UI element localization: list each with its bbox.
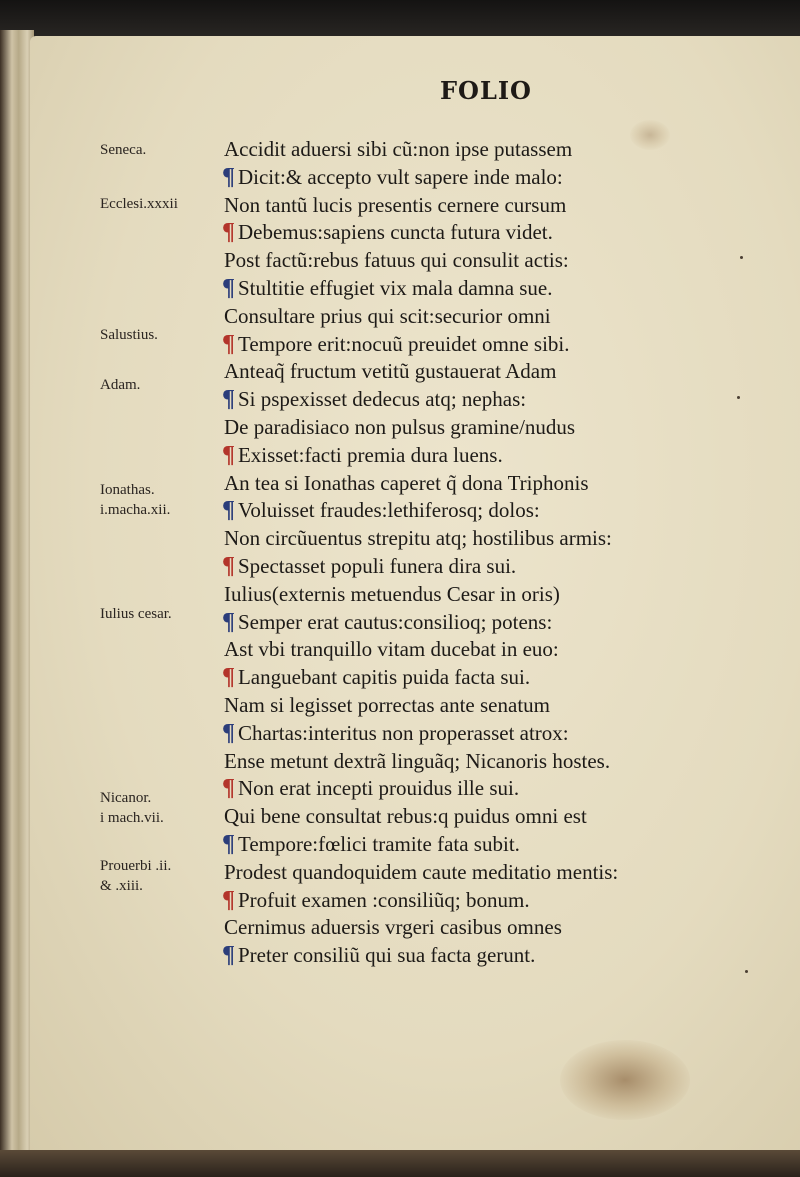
verse-text: Non tantũ lucis presentis cernere cursum <box>224 192 567 217</box>
pilcrow-icon: ¶ <box>222 497 235 524</box>
folio-header: FOLIO <box>440 76 532 105</box>
bottom-edge <box>0 1150 800 1177</box>
verse-line <box>222 274 553 302</box>
verse-text: Tempore erit:nocuũ preuidet omne sibi. <box>237 331 570 356</box>
margin-note-salustius: Salustius. <box>100 327 158 343</box>
verse-text: Chartas:interitus non properasset atrox: <box>237 720 569 745</box>
verse-line <box>224 802 587 830</box>
margin-note-adam: Adam. <box>100 377 141 393</box>
verse-line <box>222 663 530 691</box>
pilcrow-icon: ¶ <box>222 219 235 246</box>
margin-note-ecclesi: Ecclesi.xxxii <box>100 196 178 212</box>
margin-note-iulius: Iulius cesar. <box>100 606 172 622</box>
pilcrow-icon: ¶ <box>222 775 235 802</box>
verse-line <box>222 886 530 914</box>
verse-line <box>224 413 575 441</box>
verse-line <box>222 830 520 858</box>
verse-line <box>222 163 563 191</box>
pilcrow-icon: ¶ <box>222 553 235 579</box>
ink-speck <box>740 256 743 259</box>
book-spine <box>0 30 34 1177</box>
verse-line <box>222 385 526 413</box>
margin-note-ionathas: Ionathas. i.macha.xii. <box>100 482 171 518</box>
verse-text: Non circũuentus strepitu atq; hostilibus armis: <box>224 526 612 551</box>
pilcrow-icon: ¶ <box>222 608 235 635</box>
verse-text: Ense metunt dextrã linguãq; Nicanoris hostes. <box>224 748 611 773</box>
verse-text: Accidit aduersi sibi cũ:non ipse putassem <box>224 137 573 161</box>
verse-line <box>224 691 550 719</box>
verse-text: Preter consiliũ qui sua facta gerunt. <box>237 943 536 968</box>
verse-text: Si pspexisset dedecus atq; nephas: <box>237 387 527 412</box>
verse-line <box>222 496 540 524</box>
verse-text: Profuit examen :consiliũq; bonum. <box>237 887 530 912</box>
margin-note-nicanor: Nicanor. i mach.vii. <box>100 790 164 826</box>
verse-text: Stultitie effugiet vix mala damna sue. <box>237 276 553 300</box>
verse-text: Semper erat cautus:consilioq; potens: <box>237 609 553 634</box>
verse-text: De paradisiaco non pulsus gramine/nudus <box>224 415 576 439</box>
verse-line <box>224 747 610 775</box>
paper-stain <box>630 120 670 150</box>
verse-text: Debemus:sapiens cuncta futura videt. <box>237 220 553 245</box>
pilcrow-icon: ¶ <box>222 163 235 190</box>
verse-text: Post factũ:rebus fatuus qui consulit actis: <box>224 248 569 273</box>
pilcrow-icon: ¶ <box>222 441 235 468</box>
verse-line <box>222 218 553 246</box>
verse-text: Cernimus aduersis vrgeri casibus omnes <box>224 915 562 940</box>
verse-line <box>222 441 503 469</box>
verse-text: Tempore:fœlici tramite fata subit. <box>237 832 520 856</box>
verse-line <box>224 302 551 330</box>
pilcrow-icon: ¶ <box>222 942 235 969</box>
verse-text: Nam si legisset porrectas ante senatum <box>224 693 550 717</box>
verse-line <box>224 524 612 552</box>
pilcrow-icon: ¶ <box>222 330 235 357</box>
verse-line <box>224 246 569 274</box>
verse-line <box>222 552 516 580</box>
pilcrow-icon: ¶ <box>222 886 235 913</box>
paper-stain <box>560 1040 690 1120</box>
ink-speck <box>745 970 748 973</box>
pilcrow-icon: ¶ <box>222 275 235 301</box>
pilcrow-icon: ¶ <box>222 719 235 746</box>
verse-line <box>224 469 589 497</box>
verse-line <box>222 330 570 358</box>
verse-text: Spectasset populi funera dira sui. <box>237 554 517 578</box>
verse-line <box>222 941 535 969</box>
margin-note-seneca: Seneca. <box>100 142 147 158</box>
verse-line <box>224 357 556 385</box>
verse-text: Iulius(externis metuendus Cesar in oris) <box>224 581 560 606</box>
verse-text: Qui bene consultat rebus:q puidus omni est <box>224 804 587 829</box>
verse-text: Voluisset fraudes:lethiferosq; dolos: <box>237 498 540 523</box>
verse-text: Non erat incepti prouidus ille sui. <box>237 776 520 801</box>
verse-text: Languebant capitis puida facta sui. <box>237 665 531 690</box>
ink-speck <box>737 396 740 399</box>
top-shadow <box>0 0 800 40</box>
verse-line <box>224 858 618 886</box>
verse-line <box>224 913 562 941</box>
verse-line <box>222 719 569 747</box>
verse-text: Consultare prius qui scit:securior omni <box>224 303 551 328</box>
verse-text: Ast vbi tranquillo vitam ducebat in euo: <box>224 637 559 662</box>
verse-line <box>224 635 559 663</box>
verse-text: An tea si Ionathas caperet q̃ dona Triphonis <box>224 470 589 495</box>
verse-line <box>224 191 566 219</box>
pilcrow-icon: ¶ <box>222 386 235 413</box>
verse-text: Dicit:& accepto vult sapere inde malo: <box>237 164 563 189</box>
pilcrow-icon: ¶ <box>222 831 235 857</box>
margin-note-prouerbi: Prouerbi .ii. & .xiii. <box>100 858 172 894</box>
verse-text: Anteaq̃ fructum vetitũ gustauerat Adam <box>224 359 557 384</box>
pilcrow-icon: ¶ <box>222 664 235 691</box>
verse-line <box>224 135 572 163</box>
verse-text: Exisset:facti premia dura luens. <box>237 442 503 467</box>
verse-line <box>224 580 560 608</box>
verse-text: Prodest quandoquidem caute meditatio mentis: <box>224 859 619 884</box>
verse-line <box>222 608 552 636</box>
verse-line <box>222 774 519 802</box>
